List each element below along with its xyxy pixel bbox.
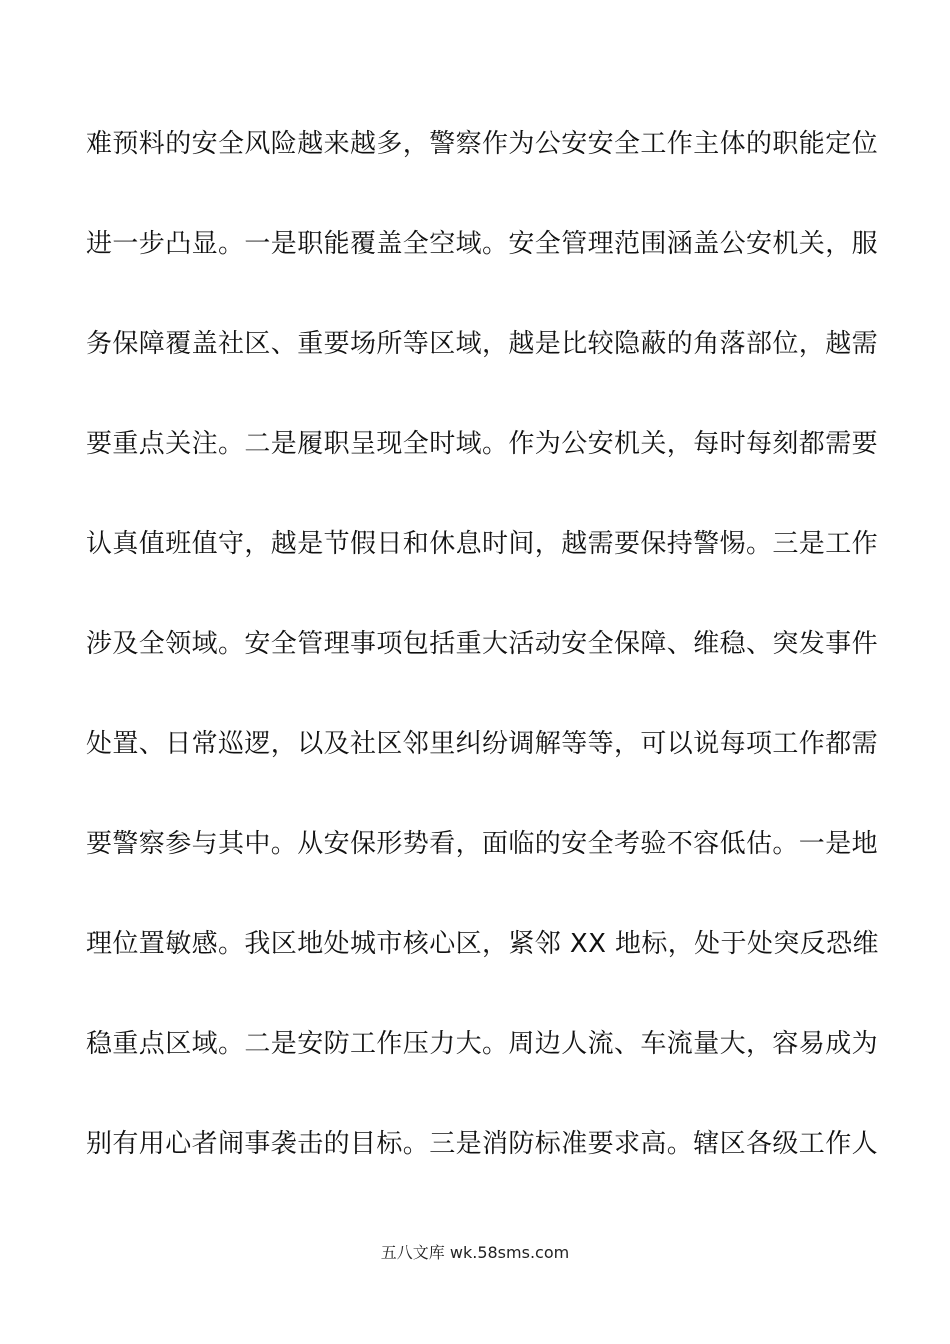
body-text (86, 116, 879, 1216)
text-line: 认真值班值守，越是节假日和休息时间，越需要保持警惕。三是工作 (86, 529, 879, 559)
text-line: 难预料的安全风险越来越多，警察作为公安安全工作主体的职能定位 (86, 129, 879, 159)
text-line: 处置、日常巡逻，以及社区邻里纠纷调解等等，可以说每项工作都需 (86, 729, 879, 759)
text-line: 要重点关注。二是履职呈现全时域。作为公安机关，每时每刻都需要 (86, 429, 879, 459)
text-line: 理位置敏感。我区地处城市核心区，紧邻 XX 地标，处于处突反恐维 (86, 929, 879, 959)
text-line: 要警察参与其中。从安保形势看，面临的安全考验不容低估。一是地 (86, 829, 879, 859)
text-line: 进一步凸显。一是职能覆盖全空域。安全管理范围涵盖公安机关，服 (86, 229, 879, 259)
text-line: 务保障覆盖社区、重要场所等区域，越是比较隐蔽的角落部位，越需 (86, 329, 879, 359)
text-line: 涉及全领域。安全管理事项包括重大活动安全保障、维稳、突发事件 (86, 629, 879, 659)
page-footer: 五八文库 wk.58sms.com (380, 1243, 570, 1262)
text-line: 稳重点区域。二是安防工作压力大。周边人流、车流量大，容易成为 (86, 1029, 879, 1059)
text-line: 别有用心者闹事袭击的目标。三是消防标准要求高。辖区各级工作人 (86, 1129, 879, 1159)
